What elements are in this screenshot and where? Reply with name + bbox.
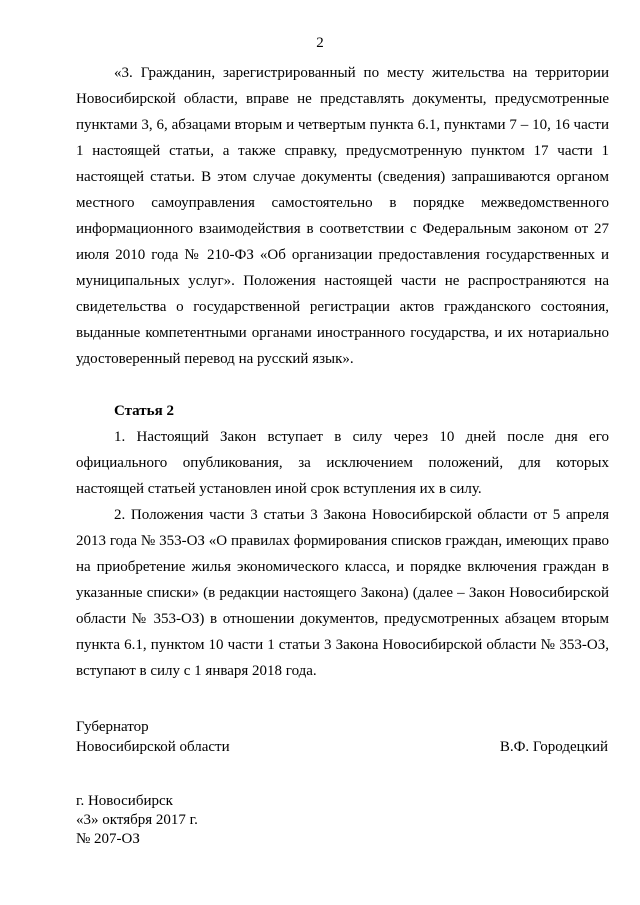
footer-law-number: № 207-ОЗ <box>76 831 140 847</box>
footer-date: «3» октября 2017 г. <box>76 812 198 828</box>
article-2-paragraph-2: 2. Положения части 3 статьи 3 Закона Новосибирской области от 5 апреля 2013 года № 353-ОЗ «О правилах формирования списков граждан, имеющих право на приобретение жилья экономического класса, и порядке включения граждан в указанные списки» (в редакции настоящего Закона) (далее – Закон Новосибирской области № 353-ОЗ) в отношении документов, предусмотренных абзацем вторым пункта 6.1, пунктом 10 части 1 статьи 3 Закона Новосибирской области № 353-ОЗ, вступают в силу с 1 января 2018 года. <box>76 507 609 679</box>
signatory-title-line2: Новосибирской области <box>76 739 230 755</box>
document-body <box>76 60 609 684</box>
signature-block <box>76 717 608 757</box>
signatory-title-line1: Губернатор <box>76 719 149 735</box>
article-2-heading: Статья 2 <box>114 403 174 419</box>
signatory-name: В.Ф. Городецкий <box>499 739 608 755</box>
footer-city: г. Новосибирск <box>76 793 173 809</box>
article-2-paragraph-1: 1. Настоящий Закон вступает в силу через 10 дней после дня его официального опубликования, за исключением положений, для которых настоящей статьей установлен иной срок вступления их в силу. <box>76 429 609 497</box>
page-number: 2 <box>316 35 324 51</box>
amendment-paragraph: «3. Гражданин, зарегистрированный по месту жительства на территории Новосибирской области, вправе не представлять документы, предусмотренные пунктами 3, 6, абзацами вторым и четвертым пункта 6.1, пунктами 7 – 10, 16 части 1 настоящей статьи, а также справку, предусмотренную пунктом 17 части 1 настоящей статьи. В этом случае документы (сведения) запрашиваются органом местного самоуправления самостоятельно в порядке межведомственного информационного взаимодействия в соответствии с Федеральным законом от 27 июля 2010 года № 210-ФЗ «Об организации предоставления государственных и муниципальных услуг». Положения настоящей части не распространяются на свидетельства о государственной регистрации актов гражданского состояния, выданные компетентными органами иностранного государства, и их нотариально удостоверенный перевод на русский язык». <box>76 65 609 367</box>
document-footer <box>76 792 198 849</box>
